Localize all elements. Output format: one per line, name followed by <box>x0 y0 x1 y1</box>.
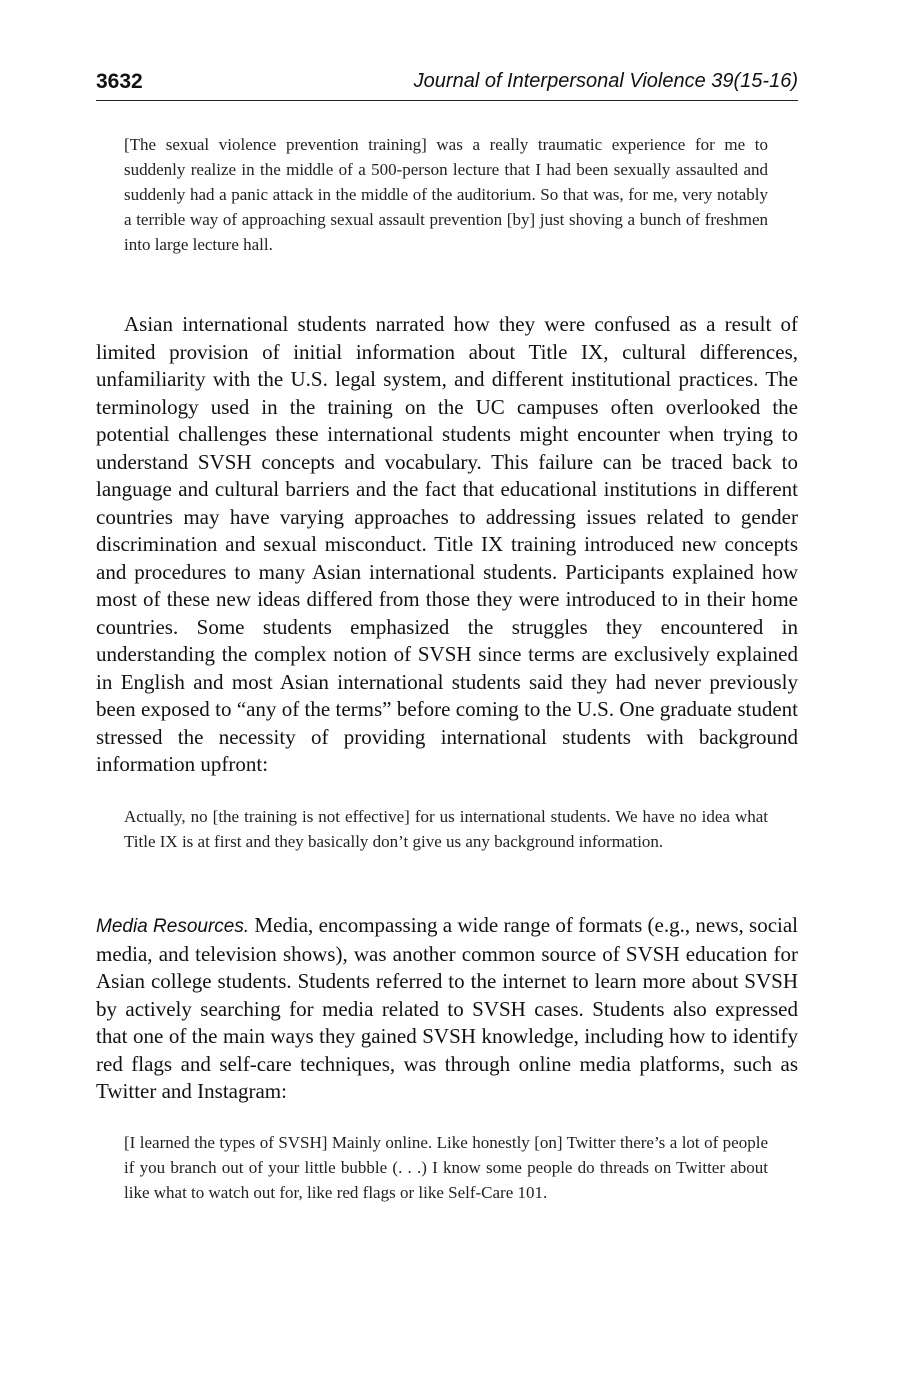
body-paragraph-international-students <box>96 311 798 779</box>
paragraph-text: Asian international students narrated how they were confused as a result of limited provision of initial information about Title IX, cultural differences, unfamiliarity with the U.S. legal system, and different institutional practices. The terminology used in the training on the UC campuses often overlooked the potential challenges these international students might encounter when trying to understand SVSH concepts and vocabulary. This failure can be traced back to language and cultural barriers and the fact that educational institutions in different countries may have varying approaches to addressing issues related to gender discrimination and sexual misconduct. Title IX training introduced new concepts and procedures to many Asian international students. Participants explained how most of these new ideas differed from those they were introduced to in their home countries. Some students emphasized the struggles they encountered in understanding the complex notion of SVSH since terms are exclusively explained in English and most Asian international students said they had never previously been exposed to “any of the terms” before coming to the U.S. One graduate student stressed the necessity of providing international students with background information upfront: <box>96 312 798 776</box>
section-paragraph <box>96 912 798 1106</box>
section-heading: Media Resources. <box>96 916 250 937</box>
section-text: Media, encompassing a wide range of formats (e.g., news, social media, and television shows), was another common source of SVSH education for Asian college students. Students referred to the internet to learn more about SVSH by actively searching for media related to SVSH cases. Students also expressed that one of the main ways they gained SVSH knowledge, including how to identify red flags and self-care techniques, was through online media platforms, such as Twitter and Instagram: <box>96 913 799 1103</box>
block-quote-text: [The sexual violence prevention training] was a really traumatic experience for me to suddenly realize in the middle of a 500-person lecture that I had been sexually assaulted and suddenly had a panic attack in the middle of the auditorium. So that was, for me, very notably a terrible way of approaching sexual assault prevention [by] just shoving a bunch of freshmen into large lecture hall. <box>124 135 768 254</box>
block-quote-text: [I learned the types of SVSH] Mainly online. Like honestly [on] Twitter there’s a lot of people if you branch out of your little bubble (. . .) I know some people do threads on Twitter about like what to watch out for, like red flags or like Self-Care 101. <box>124 1133 768 1202</box>
block-quote-online <box>124 1130 768 1205</box>
running-header <box>96 66 798 101</box>
block-quote-text: Actually, no [the training is not effective] for us international students. We have no idea what Title IX is at first and they basically don’t give us any background information. <box>124 807 768 851</box>
page-number: 3632 <box>96 70 143 93</box>
section-media-resources <box>96 912 798 1106</box>
journal-title: Journal of Interpersonal Violence 39(15-16) <box>413 70 798 92</box>
block-quote-training <box>124 132 768 257</box>
block-quote-graduate-student <box>124 804 768 854</box>
